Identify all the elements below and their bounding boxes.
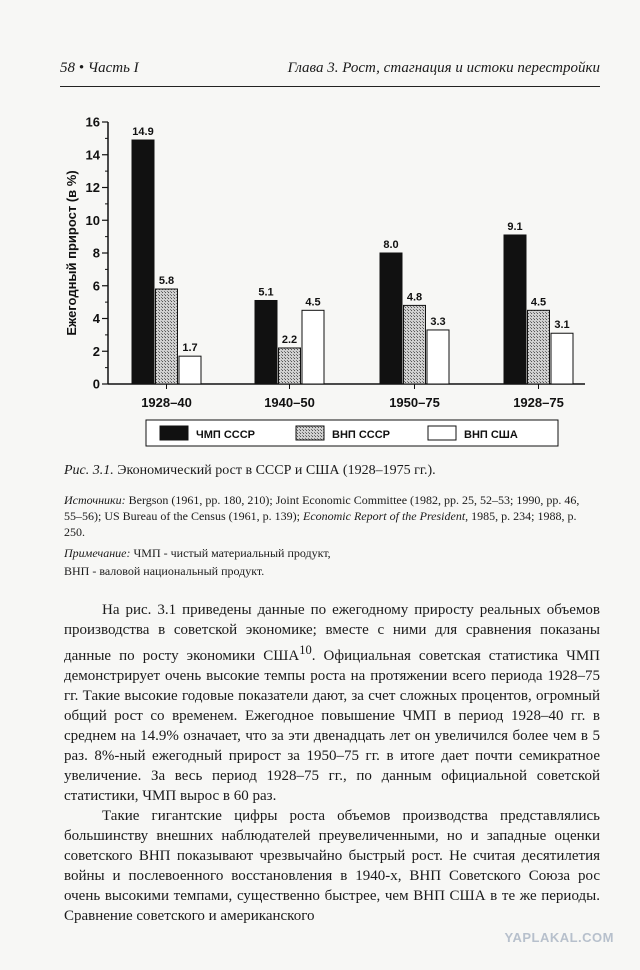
- bar-value-label: 4.5: [530, 296, 547, 309]
- note-line-1: ЧМП - чистый материальный продукт,: [133, 546, 331, 560]
- sources-text-2: , 1985, p. 234; 1988, p. 250.: [64, 509, 577, 539]
- y-tick-label: 16: [85, 114, 100, 130]
- sources-text-1: Bergson (1961, pp. 180, 210); Joint Economic Committee (1982, pp. 25, 52–53; 1990, pp. 46, 55–56); US Bureau of the Census (1961, p. 139);: [64, 493, 580, 523]
- header-divider: [60, 86, 600, 87]
- y-tick-label: 2: [92, 343, 100, 359]
- note-line-2: ВНП - валовой национальный продукт.: [64, 564, 265, 578]
- bar: [504, 235, 526, 384]
- y-axis-title: Ежегодный прирост (в %): [64, 170, 79, 336]
- bar: [427, 330, 449, 384]
- footnote-ref: 10: [299, 643, 312, 657]
- paragraph-1: [64, 600, 600, 806]
- y-tick-label: 12: [85, 180, 100, 195]
- x-tick-label: 1940–50: [264, 395, 315, 410]
- paragraph-2: Такие гигантские цифры роста объемов производства представлялись большинству внешних наблюдателей преувеличенными, но и западные оценки советского ВНП показывают чрезвычайно быстрый рост. Не считая десятилетия войны и послевоенного восстановления в 1940-х, ВНП Советского Союза рос очень высокими темпами, существенно быстрее, чем ВНП США в те же периоды. Сравнение советского и американского: [64, 808, 600, 924]
- figure-title: Экономический рост в СССР и США (1928–1975 гг.).: [117, 463, 436, 478]
- bar-value-label: 5.1: [258, 286, 274, 299]
- bar: [156, 289, 178, 384]
- bar-value-label: 3.3: [430, 315, 446, 328]
- bar: [551, 333, 573, 384]
- legend-label: ВНП СССР: [332, 429, 391, 441]
- figure-sources: [64, 492, 600, 540]
- x-tick-label: 1928–75: [513, 395, 564, 410]
- paragraph-1-part-2: . Официальная советская статистика ЧМП демонстрирует очень высокие темпы роста на протяжении всего периода 1928–75 гг. Такие высокие годовые показатели дают, за счет сложных процентов, огромный общий рост со временем. Ежегодное повышение ЧМП в период 1928–40 гг. в среднем на 14.9% означает, что за эти двенадцать лет он увеличился более чем в 5 раз. 8%-ный ежегодный прирост за 1950–75 гг. в итоге дает почти семикратное увеличение. За весь период 1928–75 гг., по данным официальной советской статистики, ЧМП вырос в 60 раз.: [64, 648, 600, 804]
- bar: [380, 253, 402, 384]
- legend-swatch: [428, 426, 456, 440]
- bar: [132, 140, 154, 384]
- bar: [302, 310, 324, 384]
- bar-value-label: 4.5: [305, 296, 321, 309]
- y-tick-label: 4: [92, 311, 100, 326]
- figure-note: [64, 544, 600, 580]
- header-left: 58 • Часть I: [60, 60, 139, 76]
- body-text: [64, 600, 600, 926]
- legend-label: ЧМП СССР: [196, 429, 256, 441]
- y-tick-label: 14: [85, 147, 100, 163]
- x-tick-label: 1950–75: [389, 395, 440, 410]
- figure-label: Рис. 3.1.: [64, 463, 114, 478]
- x-tick-label: 1928–40: [141, 395, 192, 410]
- legend-swatch: [296, 426, 324, 440]
- paragraph-1-part-1: На рис. 3.1 приведены данные по ежегодному приросту реальных объемов производства в советской экономике; вместе с ними для сравнения показаны данные по росту экономики США: [64, 602, 600, 664]
- y-tick-label: 6: [92, 278, 100, 294]
- bar: [255, 300, 277, 384]
- note-label: Примечание:: [64, 546, 131, 560]
- bar-value-label: 2.2: [281, 333, 298, 346]
- bar-value-label: 4.8: [406, 291, 423, 304]
- y-tick-label: 10: [85, 212, 100, 228]
- bar-value-label: 3.1: [554, 319, 570, 332]
- y-tick-label: 8: [92, 245, 100, 261]
- bar-value-label: 9.1: [507, 220, 523, 233]
- header-right: Глава 3. Рост, стагнация и истоки перестройки: [287, 60, 600, 76]
- bar: [404, 305, 426, 384]
- bar: [279, 348, 301, 384]
- bar-value-label: 14.9: [132, 126, 154, 139]
- sources-label: Источники:: [64, 493, 126, 507]
- y-tick-label: 0: [92, 376, 100, 392]
- bar-value-label: 8.0: [383, 239, 399, 251]
- legend-swatch: [160, 426, 188, 440]
- bar-value-label: 1.7: [182, 342, 198, 355]
- watermark: YAPLAKAL.COM: [504, 930, 614, 945]
- sources-italic: Economic Report of the President: [302, 509, 466, 523]
- bar-value-label: 5.8: [158, 275, 175, 288]
- bar: [179, 356, 201, 384]
- legend-label: ВНП США: [464, 429, 518, 441]
- growth-bar-chart: [0, 100, 640, 460]
- bar: [528, 310, 550, 384]
- figure-caption: [64, 462, 600, 480]
